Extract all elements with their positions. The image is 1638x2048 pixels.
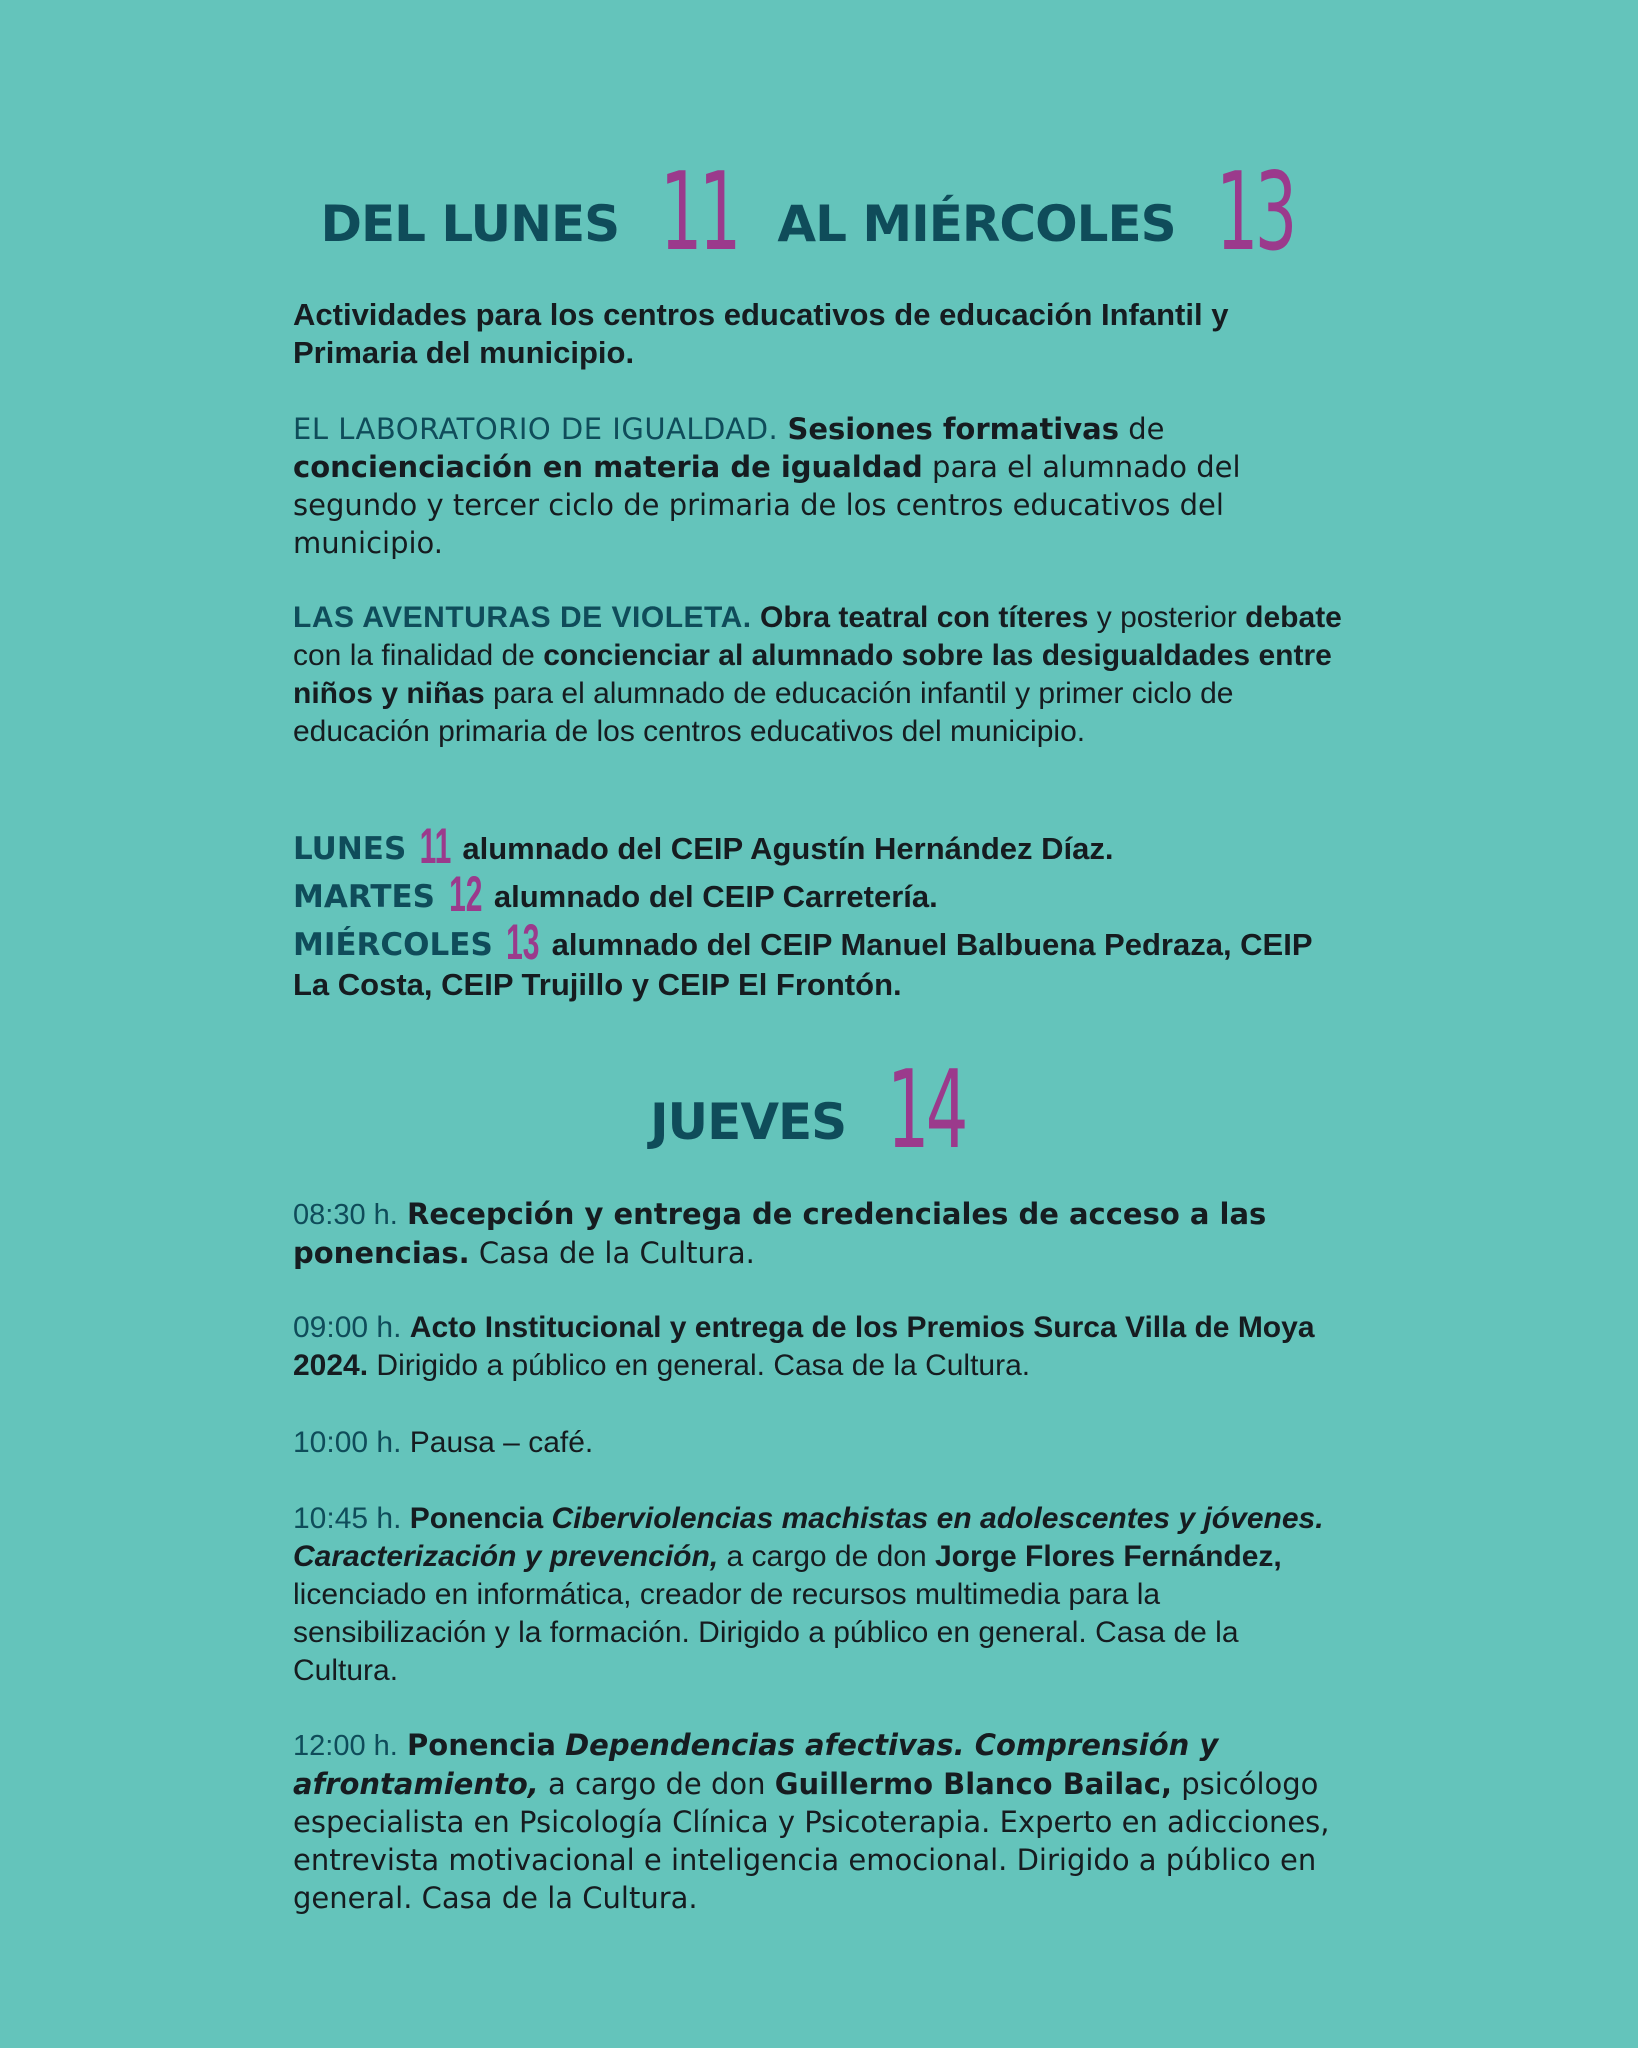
day-text: alumnado del CEIP Manuel Balbuena Pedraza, CEIP La Costa, CEIP Trujillo y CEIP El Frontón. <box>293 927 1312 1002</box>
event-0830 <box>293 1195 1353 1272</box>
heading-pre: DEL LUNES <box>320 195 620 253</box>
violeta-text-3: para el alumnado de educación infantil y primer ciclo de educación primaria de los centros educativos del municipio. <box>293 677 1234 748</box>
event-time: 10:45 h. <box>293 1502 402 1535</box>
violeta-bold-3: concienciar al alumnado sobre las desigualdades entre niños y niñas <box>293 639 1332 710</box>
event-1045 <box>293 1500 1333 1690</box>
violeta-text-2: con la finalidad de <box>293 639 544 672</box>
event-text: Casa de la Cultura. <box>469 1236 755 1270</box>
event-speaker: Guillermo Blanco Bailac, <box>774 1767 1172 1801</box>
day-line-lunes <box>293 818 1353 874</box>
day-name: LUNES <box>293 831 407 867</box>
heading-jueves <box>0 1048 1638 1173</box>
day-num: 12 <box>448 866 483 922</box>
event-1200 <box>293 1726 1333 1917</box>
event-title: Recepción y entrega de credenciales de acceso a las ponencias. <box>293 1197 1267 1270</box>
event-time: 08:30 h. <box>293 1199 398 1231</box>
event-text-1: a cargo de don <box>718 1540 935 1573</box>
violeta-title: LAS AVENTURAS DE VIOLETA. <box>293 601 752 634</box>
day-line-miercoles <box>293 914 1353 1005</box>
event-talk-title: Ciberviolencias machistas en adolescentes y jóvenes. Caracterización y prevención, <box>293 1502 1324 1573</box>
violeta-text-1: y posterior <box>1088 601 1246 634</box>
laboratorio-text-2: para el alumnado del segundo y tercer ciclo de primaria de los centros educativos del municipio. <box>293 450 1241 560</box>
heading-num-14: 14 <box>886 1048 965 1173</box>
event-title: Ponencia <box>409 1502 544 1535</box>
day-name: MIÉRCOLES <box>293 927 493 963</box>
heading-num-13: 13 <box>1215 150 1294 275</box>
event-text-2: licenciado en informática, creador de recursos multimedia para la sensibilización y la formación. Dirigido a público en general. Casa de la Cultura. <box>293 1578 1239 1687</box>
event-text-2: psicólogo especialista en Psicología Clínica y Psicoterapia. Experto en adicciones, entrevista motivacional e inteligencia emocional. Dirigido a público en general. Casa de la Cultura. <box>293 1767 1330 1915</box>
violeta-bold-2: debate <box>1245 601 1342 634</box>
event-text: Pausa – café. <box>401 1426 594 1459</box>
event-text-1: a cargo de don <box>538 1767 775 1801</box>
laboratorio-paragraph <box>293 410 1353 562</box>
laboratorio-bold-1: Sesiones formativas <box>787 412 1119 446</box>
laboratorio-bold-2: concienciación en materia de igualdad <box>293 450 923 484</box>
event-title: Acto Institucional y entrega de los Premios Surca Villa de Moya 2024. <box>293 1311 1315 1382</box>
event-time: 12:00 h. <box>293 1730 398 1762</box>
day-line-martes <box>293 866 1353 922</box>
day-num: 13 <box>506 914 540 970</box>
day-num: 11 <box>419 818 452 874</box>
heading-mid: AL MIÉRCOLES <box>777 195 1176 253</box>
event-text: Dirigido a público en general. Casa de la Cultura. <box>368 1349 1031 1382</box>
day-text: alumnado del CEIP Agustín Hernández Díaz. <box>462 831 1114 866</box>
intro-text: Actividades para los centros educativos de educación Infantil y Primaria del municipio. <box>293 297 1229 370</box>
event-0900 <box>293 1309 1363 1385</box>
heading-lunes-miercoles <box>0 150 1638 275</box>
event-time: 09:00 h. <box>293 1311 402 1344</box>
heading-pre: JUEVES <box>649 1093 847 1151</box>
event-talk-title: Dependencias afectivas. Comprensión y afrontamiento, <box>293 1728 1219 1801</box>
day-text: alumnado del CEIP Carretería. <box>493 879 938 914</box>
violeta-paragraph <box>293 599 1363 751</box>
event-speaker: Jorge Flores Fernández, <box>935 1540 1282 1573</box>
event-title: Ponencia <box>407 1728 556 1762</box>
laboratorio-title: EL LABORATORIO DE IGUALDAD. <box>293 412 779 446</box>
heading-num-11: 11 <box>659 150 738 275</box>
event-1000 <box>293 1424 1353 1462</box>
day-name: MARTES <box>293 879 435 915</box>
violeta-bold-1: Obra teatral con títeres <box>759 601 1089 634</box>
event-time: 10:00 h. <box>293 1426 402 1459</box>
laboratorio-text-1: de <box>1119 412 1165 446</box>
